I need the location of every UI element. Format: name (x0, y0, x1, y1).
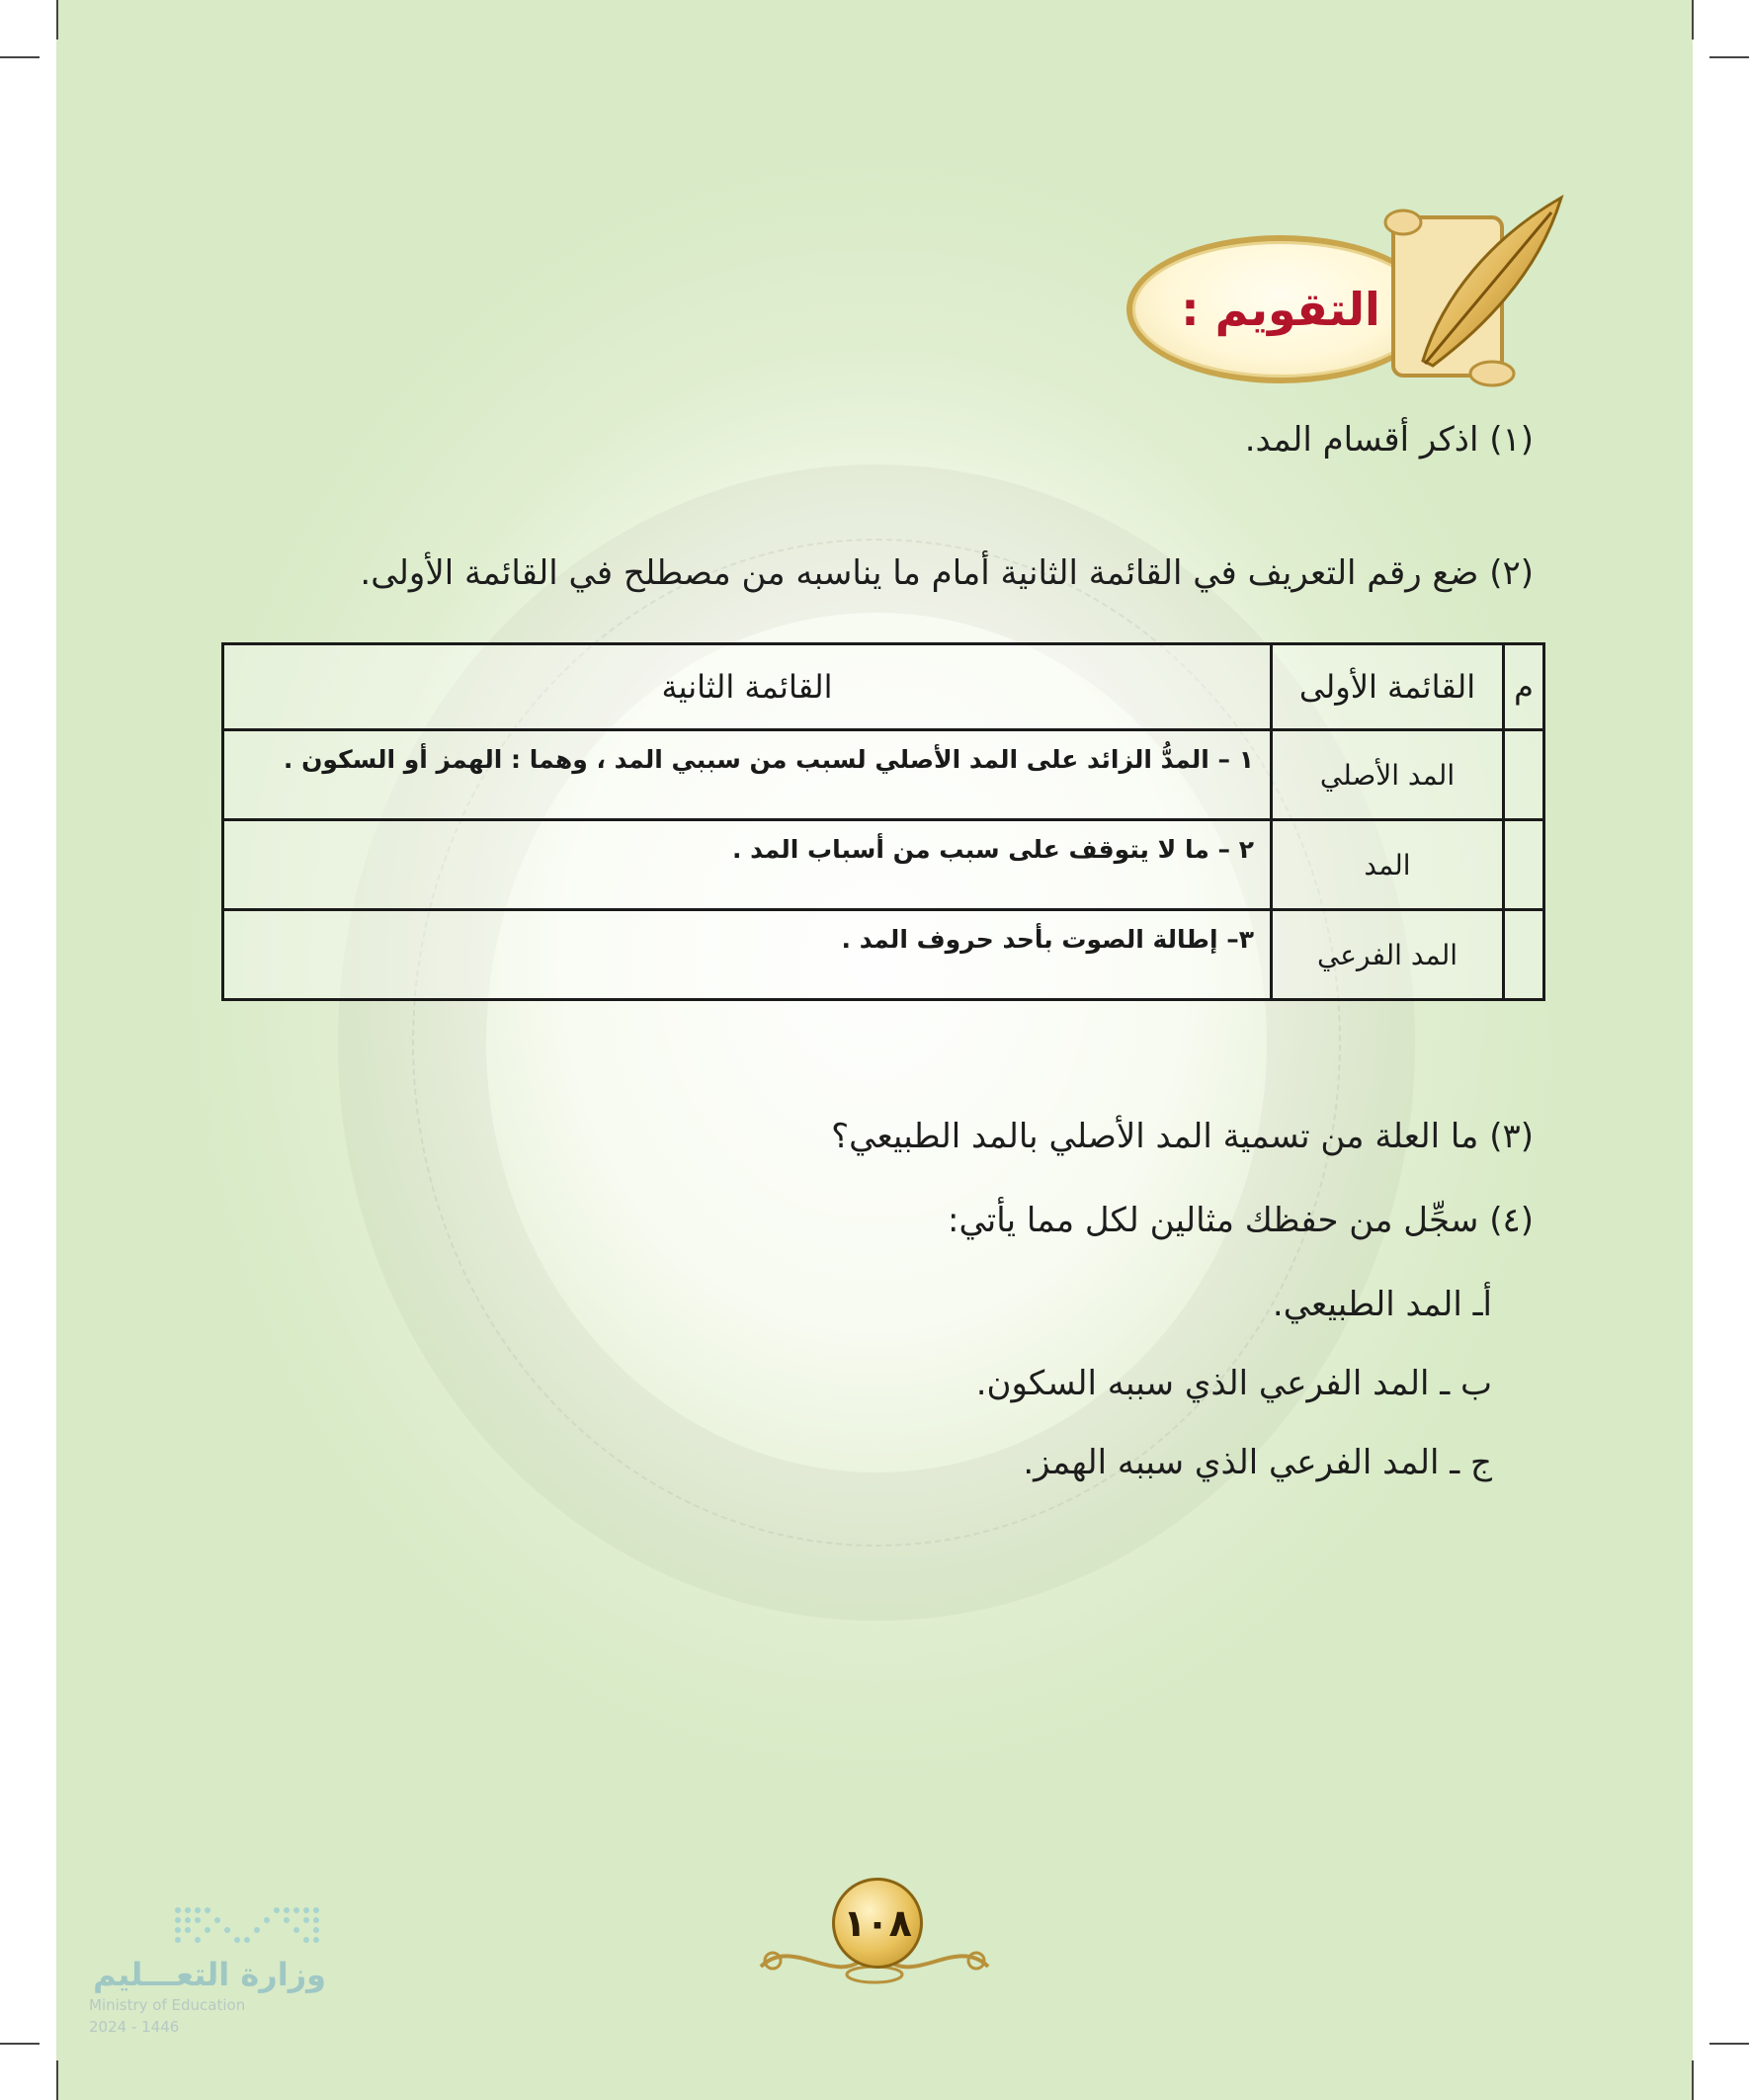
dots-logo-icon (168, 1902, 326, 1947)
ministry-name-en: Ministry of Education (89, 1996, 246, 2014)
crop-mark (0, 56, 40, 58)
table-header-row (223, 644, 1544, 730)
question-2: (٢) ضع رقم التعريف في القائمة الثانية أمام ما يناسبه من مصطلح في القائمة الأولى. (360, 553, 1534, 593)
question-1: (١) اذكر أقسام المد. (1244, 420, 1534, 460)
header-m: م (1504, 644, 1544, 730)
definition-cell: ١ – المدُّ الزائد على المد الأصلي لسبب من سببي المد ، وهما : الهمز أو السكون . (223, 730, 1272, 820)
page-number-badge (751, 1878, 998, 1986)
ministry-year: 2024 - 1446 (89, 2018, 180, 2036)
table-row (223, 730, 1544, 820)
question-4-item-b: ب ـ المد الفرعي الذي سببه السكون. (975, 1364, 1492, 1403)
page-title: التقويم : (1181, 283, 1380, 336)
answer-cell[interactable] (1504, 820, 1544, 910)
crop-mark (1692, 0, 1694, 40)
page-number: ١٠٨ (843, 1901, 912, 1945)
ministry-logo (89, 1892, 326, 2041)
question-4-item-a: أـ المد الطبيعي. (1272, 1285, 1492, 1324)
definition-cell: ٢ – ما لا يتوقف على سبب من أسباب المد . (223, 820, 1272, 910)
term-cell: المد الأصلي (1272, 730, 1504, 820)
crop-mark (1709, 2043, 1749, 2045)
crop-mark (56, 0, 58, 40)
question-4-item-c: ج ـ المد الفرعي الذي سببه الهمز. (1023, 1443, 1492, 1482)
crop-mark (0, 2043, 40, 2045)
page-number-circle (832, 1878, 923, 1969)
term-cell: المد الفرعي (1272, 910, 1504, 1000)
answer-cell[interactable] (1504, 730, 1544, 820)
crop-mark (56, 2060, 58, 2100)
header-first-list: القائمة الأولى (1272, 644, 1504, 730)
definition-cell: ٣– إطالة الصوت بأحد حروف المد . (223, 910, 1272, 1000)
quill-scroll-icon (1364, 178, 1581, 395)
header-second-list: القائمة الثانية (223, 644, 1272, 730)
answer-cell[interactable] (1504, 910, 1544, 1000)
matching-table (221, 642, 1545, 1001)
table-row (223, 820, 1544, 910)
crop-mark (1692, 2060, 1694, 2100)
crop-mark (1709, 56, 1749, 58)
term-cell: المد (1272, 820, 1504, 910)
question-3: (٣) ما العلة من تسمية المد الأصلي بالمد الطبيعي؟ (831, 1117, 1534, 1156)
question-4: (٤) سجِّل من حفظك مثالين لكل مما يأتي: (947, 1201, 1534, 1240)
ministry-name-ar: وزارة التعـــليم (93, 1956, 326, 1993)
section-header (1067, 178, 1581, 395)
table-row (223, 910, 1544, 1000)
